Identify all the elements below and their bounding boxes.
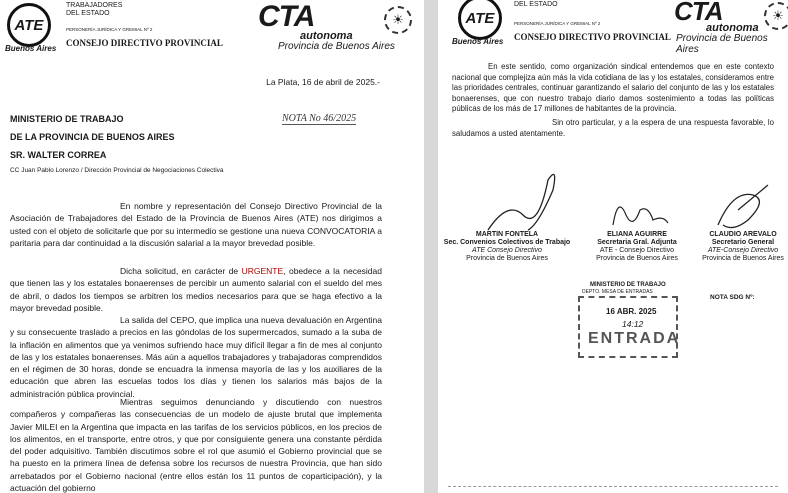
header-legal: PERSONERÍA JURÍDICA Y GREMIAL Nº 2 (66, 27, 153, 32)
paragraph-3: La salida del CEPO, que implica una nueva devaluación en Argentina y su consecuente traslado a precios en las góndolas de los supermercados, sumado a la suba de la inflación en alimentos que ya venimos sufriendo hace muy difícil llegar a fin de mes al conjunto de las y los estatales bonaerenses. Más aún a aquellos trabajadores y trabajadoras comprendidos en el régimen de 30 horas, donde se encuadra la inmensa mayoría de las y los auxiliares de la educación que abren las escuelas todos los días y tienen los salarios más bajos de la administración pública provincial. (10, 315, 382, 399)
header-line2: DEL ESTADO (66, 10, 110, 17)
header-line1: DEL ESTADO (514, 1, 558, 8)
recipient-province: DE LA PROVINCIA DE BUENOS AIRES (10, 132, 175, 142)
signature-fontela (478, 160, 578, 240)
header-council: CONSEJO DIRECTIVO PROVINCIAL (514, 32, 671, 42)
stamp-entrada: ENTRADA (588, 330, 681, 347)
stamp-handwritten: 14:12 (622, 319, 644, 329)
cta-logo: CTA (258, 0, 315, 33)
signer-3: CLAUDIO AREVALO Secretario General ATE-Consejo Directivo Provincia de Buenos Aires (702, 231, 784, 262)
paragraph-4: Mientras seguimos denunciando y discutiendo con nuestros compañeros y compañeras las consecuencias de un modelo de ajuste brutal que implementa Javier MILEI en la Argentina que impacta en las tarifas de los servicios públicos, en los precios de los alimentos, en el transporte, entre otros, y que por consiguiente genera una constante pérdida del poder adquisitivo. También discutimos sobre el rol que asumió el Gobierno provincial que se ha puesto en la primera línea de defensa sobre los recursos de nuestra Provincia, que han sido arrebatados por el Gobierno nacional (entre ellos están los 11 puntos de coparticipación), y la actuación del gobierno (10, 397, 382, 493)
cta-province: Provincia de Buenos Aires (676, 33, 768, 55)
header-council: CONSEJO DIRECTIVO PROVINCIAL (66, 38, 223, 48)
ate-logo: ATE (458, 0, 502, 40)
cta-autonoma: autonoma (706, 22, 759, 34)
ate-logo: ATE (7, 3, 51, 47)
page-gap (424, 0, 438, 493)
nota-number: NOTA No 46/2025 (282, 113, 357, 124)
header-line1: TRABAJADORES (66, 2, 123, 9)
stamp-ministry: MINISTERIO DE TRABAJO (590, 282, 666, 288)
signer-1: MARTIN FONTELA Sec. Convenios Colectivos de Trabajo ATE Consejo Directivo Provincia de Buenos Aires (443, 231, 571, 262)
cta-autonoma: autonoma (300, 30, 353, 42)
header-legal: PERSONERÍA JURÍDICA Y GREMIAL Nº 2 (514, 21, 601, 26)
ate-logo-subtitle: Buenos Aires (452, 37, 504, 46)
letter-page-2 (438, 0, 788, 493)
nota-sdg-label: NOTA SDG Nº: (710, 294, 755, 301)
cc-line: CC Juan Pablo Lorenzo / Dirección Provincial de Negociaciones Colectiva (10, 167, 224, 174)
stamp-dept: DEPTO. MESA DE ENTRADAS (582, 289, 653, 295)
signer-2: ELIANA AGUIRRE Secretaria Gral. Adjunta ATE - Consejo Directivo Provincia de Buenos Aires (596, 231, 678, 262)
paragraph-5: En este sentido, como organización sindical entendemos que en este contexto nacional que complejiza aún más la vida cotidiana de las y los estatales, consideramos entre las prioridades centrales, continuar garantizando el salario del conjunto de las y los estatales bonaerenses, que con nuestro trabajo diario damos sostenimiento a todas las políticas públicas de los más de 17 millones de habitantes de la provincia. (452, 62, 774, 113)
cta-logo: CTA (674, 0, 723, 26)
bottom-divider (448, 486, 778, 487)
recipient-name: SR. WALTER CORREA (10, 150, 107, 160)
sun-emblem-icon: ☀ (384, 6, 412, 34)
paragraph-2: Dicha solicitud, en carácter de URGENTE, obedece a la necesidad que tienen las y los estatales bonaerenses de percibir un aumento salarial con el sueldo del mes de abril, o dados los tiempos se arbitren los medios necesarios para que se haga efectivo a la mayor brevedad posible. (10, 266, 382, 313)
paragraph-1: En nombre y representación del Consejo Directivo Provincial de la Asociación de Trabajadores del Estado de la Provincia de Buenos Aires (ATE) nos dirigimos a usted con el objeto de solicitarle que por su intermedio se gestione una nueva CONVOCATORIA a paritaria para dar continuidad a la discusión salarial a la mayor brevedad posible. (10, 201, 382, 248)
paragraph-6: Sin otro particular, y a la espera de una respuesta favorable, lo saludamos a usted atentamente. (452, 118, 774, 138)
cta-province: Provincia de Buenos Aires (278, 41, 395, 52)
sun-emblem-icon: ☀ (764, 2, 788, 30)
letter-date: La Plata, 16 de abril de 2025.- (266, 77, 380, 87)
signature-aguirre (608, 185, 678, 235)
recipient-ministry: MINISTERIO DE TRABAJO (10, 114, 124, 124)
stamp-date: 16 ABR. 2025 (606, 307, 657, 316)
ate-logo-subtitle: Buenos Aires (5, 44, 57, 53)
